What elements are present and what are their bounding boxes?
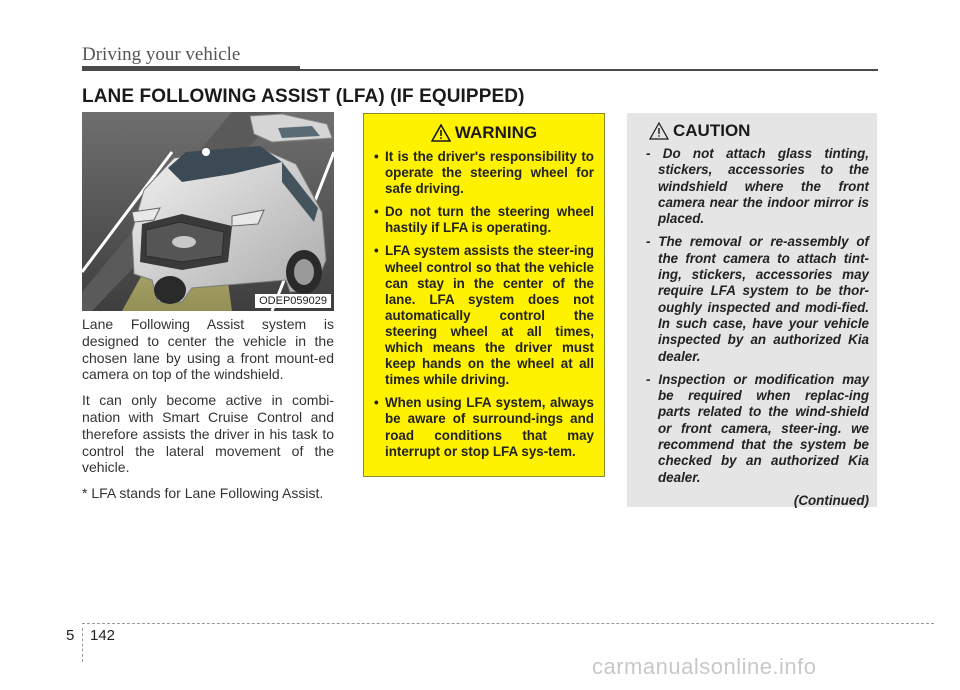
warning-list xyxy=(364,149,604,460)
warning-item: • It is the driver's responsibility to operate the steering wheel for safe driving. xyxy=(374,149,594,197)
chapter-number: 5 xyxy=(66,627,75,644)
warning-box xyxy=(363,113,605,477)
caution-title: CAUTION xyxy=(673,121,751,140)
caution-box xyxy=(627,113,877,507)
header-rule xyxy=(300,69,878,71)
caution-item: - The removal or re-assembly of the front camera to attach tint-ing, stickers, accessories may require LFA system to be thor-oughly inspected and modi-fied. In such case, have your vehicle inspected by an authorized Kia dealer. xyxy=(646,234,869,364)
caution-list xyxy=(627,146,877,486)
body-footnote: * LFA stands for Lane Following Assist. xyxy=(82,485,324,502)
figure-label: ODEP059029 xyxy=(255,294,331,308)
header-bar xyxy=(82,66,300,71)
footer-rule xyxy=(82,623,934,624)
caution-item: - Do not attach glass tinting, stickers, accessories to the windshield where the front camera near the indoor mirror is placed. xyxy=(646,146,869,227)
warning-item: • When using LFA system, always be aware of surround-ings and road conditions that may interrupt or stop LFA sys-tem. xyxy=(374,395,594,459)
warning-triangle-icon xyxy=(431,124,451,142)
caution-continued: (Continued) xyxy=(793,492,869,508)
body-column xyxy=(82,316,334,511)
page-title: LANE FOLLOWING ASSIST (LFA) (IF EQUIPPED) xyxy=(82,86,525,107)
warning-item: • Do not turn the steering wheel hastily if LFA is operating. xyxy=(374,204,594,236)
car-illustration xyxy=(82,112,334,311)
page-number: 142 xyxy=(90,627,116,644)
warning-title: WARNING xyxy=(454,123,538,142)
caution-triangle-icon xyxy=(649,122,669,140)
header-section-title: Driving your vehicle xyxy=(82,44,241,65)
footer-divider xyxy=(82,628,83,662)
warning-header xyxy=(364,123,604,143)
body-paragraph: Lane Following Assist system is designed to center the vehicle in the chosen lane by using a front mount-ed camera on top of the windshield. xyxy=(82,316,334,383)
caution-item: - Inspection or modification may be required when replac-ing parts related to the wind-shield or front camera, steer-ing. we recommend that the system be checked by an authorized Kia dealer. xyxy=(646,371,869,485)
warning-item: • LFA system assists the steer-ing wheel control so that the vehicle can stay in the center of the lane. LFA system does not automatically control the steering wheel at all times, which means the driver must keep hands on the wheel at all times while driving. xyxy=(374,243,594,388)
figure-car-illustration xyxy=(82,112,334,311)
watermark: carmanualsonline.info xyxy=(592,654,817,679)
caution-header xyxy=(649,121,877,141)
body-paragraph: It can only become active in combi-nation with Smart Cruise Control and therefore assists the driver in his task to control the lateral movement of the vehicle. xyxy=(82,392,334,476)
